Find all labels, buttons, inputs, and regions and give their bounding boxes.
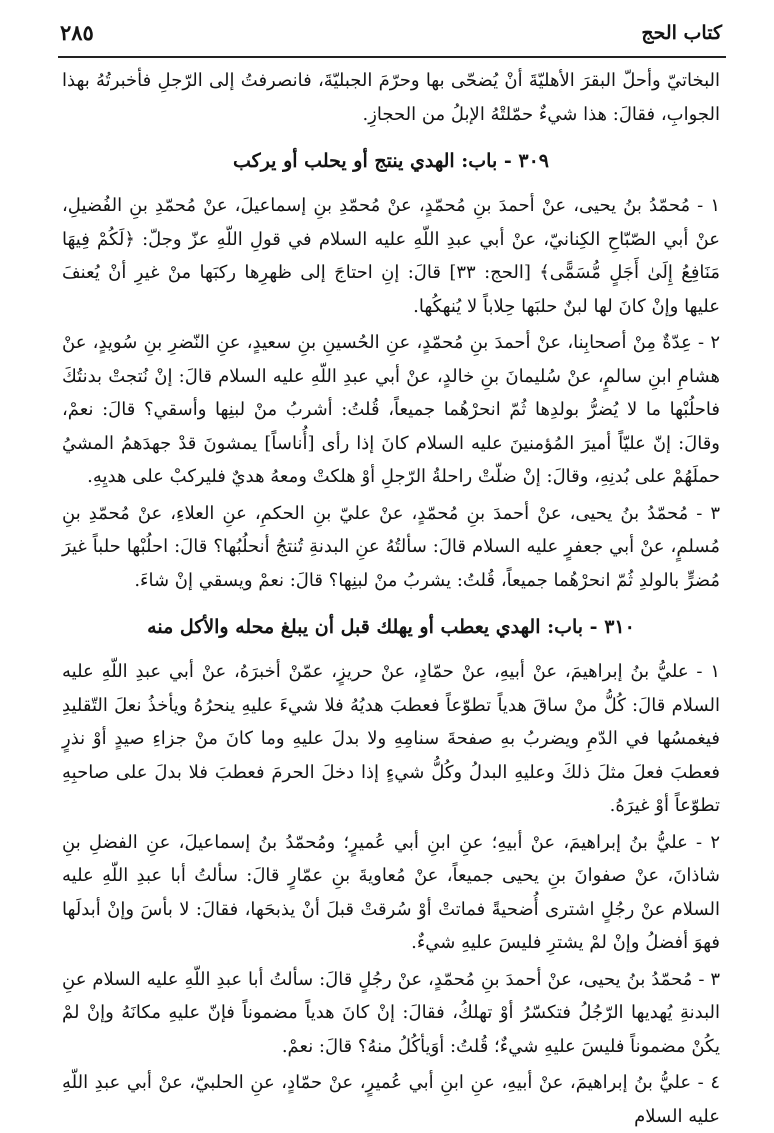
page-number: ٢٨٥ (60, 20, 94, 45)
hadith-309-3: ٣ - مُحمّدُ بنُ يحيى، عنْ أحمدَ بنِ مُحمّدٍ، عنْ عليّ بنِ الحكمِ، عنِ العلاءِ، عنْ مُحمّدِ بنِ مُسلمٍ، عنْ أبي جعفرٍ عليه السلام قالَ: سألتُهُ عنِ البدنةِ تُنتجُ أنحلُبُها؟ قالَ: احلُبْها حلباً غيرَ مُضرٍّ بالولدِ ثُمّ انحرْهُما جميعاً، قُلتُ: يشربُ منْ لبنِها؟ قالَ: نعمْ ويسقي إنْ شاءَ. (62, 502, 720, 591)
hadith-310-1: ١ - عليُّ بنُ إبراهيمَ، عنْ أبيهِ، عنْ حمّادٍ، عنْ حريزٍ، عمّنْ أخبرَهُ، عنْ أبي عبدِ اللّهِ عليه السلام قالَ: كُلُّ منْ ساقَ هدياً تطوّعاً فعطبَ هديُهُ فلا شيءَ عليهِ ينحرُهُ ويأخذُ نعلَ التّقليدِ فيغمسُها في الدّمِ ويضربُ بهِ صفحةَ سنامِهِ ولا بدلَ عليهِ وما كانَ منْ جزاءِ صيدٍ أوْ نذرٍ فعطبَ فعلَ مثلَ ذلكَ وعليهِ البدلُ وكُلُّ شيءٍ إذا دخلَ الحرمَ فعطبَ فلا بدلَ على صاحبِهِ تطوّعاً أوْ غيرَهُ. (62, 661, 720, 816)
hadith-309-1: ١ - مُحمّدُ بنُ يحيى، عنْ أحمدَ بنِ مُحمّدٍ، عنْ مُحمّدِ بنِ إسماعيلَ، عنْ مُحمّدِ بنِ الفُضيلِ، عنْ أبي الصّبّاحِ الكِنانيّ، عنْ أبي عبدِ اللّهِ عليه السلام في قولِ اللّهِ عزّ وجلّ: ﴿لَكُمْ فِيهَا مَنَافِعُ إِلَىٰ أَجَلٍ مُّسَمًّى﴾ [الحج: ٣٣] قالَ: إنِ احتاجَ إلى ظهرِها ركبَها منْ غيرِ أنْ يُعنفَ عليها وإنْ كانَ لها لبنٌ حلبَها حِلاباً لا يُنهكُها. (62, 195, 720, 317)
continuation-paragraph: البخاتيّ وأحلّ البقرَ الأهليّةَ أنْ يُضحّى بها وحرّمَ الجبليّةَ، فانصرفتُ إلى الرّجلِ فأخبرتُهُ بهذا الجوابِ، فقالَ: هذا شيءٌ حمّلتْهُ الإبلُ من الحجازِ. (62, 70, 720, 125)
header-rule (58, 56, 726, 58)
chapter-heading-310: ٣١٠ - باب: الهدي يعطب أو يهلك قبل أن يبلغ محله والأكل منه (147, 616, 635, 638)
hadith-310-3: ٣ - مُحمّدُ بنُ يحيى، عنْ أحمدَ بنِ مُحمّدٍ، عنْ رجُلٍ قالَ: سألتُ أبا عبدِ اللّهِ عليه السلام عنِ البدنةِ يُهديها الرّجُلُ فتكسّرُ أوْ تهلكُ، فقالَ: إنْ كانَ هدياً مضموناً فإنّ عليهِ مكانَهُ وإنْ لمْ يكُنْ مضموناً فليسَ عليهِ شيءٌ؛ قُلتُ: أوَيأكُلُ منهُ؟ قالَ: نعمْ. (62, 968, 720, 1057)
chapter-heading-309: ٣٠٩ - باب: الهدي ينتج أو يحلب أو يركب (233, 150, 549, 172)
page-body (62, 64, 720, 1133)
hadith-310-4: ٤ - عليُّ بنُ إبراهيمَ، عنْ أبيهِ، عنِ ابنِ أبي عُميرٍ، عنْ حمّادٍ، عنِ الحلبيّ، عنْ أبي عبدِ اللّهِ عليه السلام (62, 1072, 720, 1127)
page-header (60, 22, 722, 52)
book-title: كتاب الحج (641, 22, 722, 44)
hadith-310-2: ٢ - عليُّ بنُ إبراهيمَ، عنْ أبيهِ؛ عنِ ابنِ أبي عُميرٍ؛ ومُحمّدُ بنُ إسماعيلَ، عنِ الفضلِ بنِ شاذانَ، عنْ صفوانَ بنِ يحيى جميعاً، عنْ مُعاويةَ بنِ عمّارٍ قالَ: سألتُ أبا عبدِ اللّهِ عليه السلام عنْ رجُلٍ اشترى أُضحيةً فماتتْ أوْ سُرقتْ قبلَ أنْ يذبحَها، فقالَ: لا بأسَ وإنْ أبدلَها فهوَ أفضلُ وإنْ لمْ يشترِ فليسَ عليهِ شيءٌ. (62, 831, 720, 953)
hadith-309-2: ٢ - عِدّةٌ مِنْ أصحابِنا، عنْ أحمدَ بنِ مُحمّدٍ، عنِ الحُسينِ بنِ سعيدٍ، عنِ النّضرِ بنِ سُويدٍ، عنْ هشامِ ابنِ سالمٍ، عنْ سُليمانَ بنِ خالدٍ، عنْ أبي عبدِ اللّهِ عليه السلام قالَ: إنْ نُتجتْ بدنتُكَ فاحلُبْها ما لا يُضرُّ بولدِها ثُمّ انحرْهُما جميعاً، قُلتُ: أشربُ منْ لبنِها وأسقي؟ قالَ: نعمْ، وقالَ: إنّ عليّاً أميرَ المُؤمنينَ عليه السلام كانَ إذا رأى [أُناساً] يمشونَ قدْ جهدَهمُ المشيُ حملَهُمْ على بُدنِهِ، وقالَ: إنْ ضلّتْ راحلةُ الرّجلِ أوْ هلكتْ ومعهُ هديٌ فليركبْ على هديِهِ. (62, 332, 720, 487)
